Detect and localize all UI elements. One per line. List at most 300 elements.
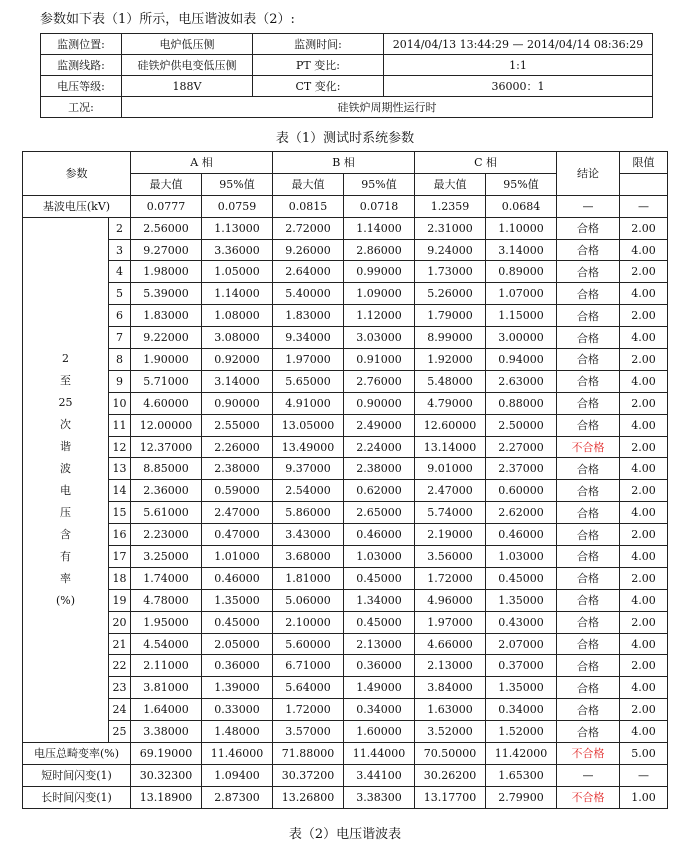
harmonic-row (23, 370, 668, 392)
system-params-table (40, 33, 653, 118)
value-cell: 30.37200 (273, 764, 344, 786)
value-cell: 9.22000 (131, 327, 202, 349)
value-cell: 3.36000 (202, 239, 273, 261)
value-cell: 3.08000 (202, 327, 273, 349)
value-cell: 3.84000 (415, 677, 486, 699)
header-param: 参数 (23, 152, 131, 196)
table1-caption: 表（1）测试时系统参数 (275, 131, 415, 146)
row-label: 短时间闪变(1) (23, 764, 131, 786)
limit-cell: 2.00 (620, 349, 668, 371)
value-cell: 0.34000 (486, 699, 557, 721)
value-cell: 2.05000 (202, 633, 273, 655)
value-cell: 11.46000 (202, 743, 273, 765)
harmonic-row (23, 567, 668, 589)
value-cell: 1.12000 (344, 305, 415, 327)
value-cell: 3.57000 (273, 721, 344, 743)
param-value: 36000：1 (384, 76, 653, 97)
value-cell: 0.47000 (202, 524, 273, 546)
header-max: 最大值 (415, 173, 486, 195)
value-cell: 0.88000 (486, 392, 557, 414)
harmonic-row (23, 392, 668, 414)
value-cell: 0.89000 (486, 261, 557, 283)
value-cell: 0.90000 (202, 392, 273, 414)
limit-cell: 2.00 (620, 524, 668, 546)
value-cell: 2.47000 (202, 502, 273, 524)
value-cell: 1.01000 (202, 546, 273, 568)
limit-cell: 2.00 (620, 217, 668, 239)
group-label-char: 压 (60, 505, 71, 519)
summary-row (23, 764, 668, 786)
conclusion-cell: 合格 (557, 261, 620, 283)
value-cell: 1.64000 (131, 699, 202, 721)
value-cell: 2.07000 (486, 633, 557, 655)
conclusion-cell: 不合格 (557, 743, 620, 765)
limit-cell: 4.00 (620, 633, 668, 655)
conclusion-cell: 不合格 (557, 786, 620, 808)
value-cell: 5.48000 (415, 370, 486, 392)
value-cell: 1.15000 (486, 305, 557, 327)
limit-cell: 4.00 (620, 283, 668, 305)
value-cell: 1.79000 (415, 305, 486, 327)
value-cell: 5.64000 (273, 677, 344, 699)
value-cell: 2.62000 (486, 502, 557, 524)
header-phase: B 相 (273, 152, 415, 174)
value-cell: 3.00000 (486, 327, 557, 349)
conclusion-cell: 合格 (557, 480, 620, 502)
limit-cell: 4.00 (620, 327, 668, 349)
group-label-char: 至 (60, 373, 71, 387)
value-cell: 1.48000 (202, 721, 273, 743)
value-cell: 0.45000 (486, 567, 557, 589)
limit-cell: 4.00 (620, 546, 668, 568)
harmonic-order: 12 (109, 436, 131, 458)
value-cell: 69.19000 (131, 743, 202, 765)
group-label-char: 谐 (60, 439, 71, 453)
limit-cell: 4.00 (620, 458, 668, 480)
conclusion-cell: 合格 (557, 305, 620, 327)
conclusion-cell: 合格 (557, 677, 620, 699)
value-cell: 1.13000 (202, 217, 273, 239)
value-cell: 5.74000 (415, 502, 486, 524)
value-cell: 4.78000 (131, 589, 202, 611)
harmonic-row (23, 655, 668, 677)
conclusion-cell: 合格 (557, 721, 620, 743)
value-cell: 1.65300 (486, 764, 557, 786)
value-cell: 13.26800 (273, 786, 344, 808)
row-label: 长时间闪变(1) (23, 786, 131, 808)
value-cell: 9.01000 (415, 458, 486, 480)
limit-cell: 4.00 (620, 414, 668, 436)
limit-cell: 4.00 (620, 721, 668, 743)
value-cell: 2.64000 (273, 261, 344, 283)
harmonic-row (23, 699, 668, 721)
harmonic-order: 4 (109, 261, 131, 283)
group-label-char: 有 (60, 549, 71, 563)
limit-cell: 2.00 (620, 261, 668, 283)
value-cell: 1.97000 (415, 611, 486, 633)
harmonic-order: 22 (109, 655, 131, 677)
value-cell: 1.90000 (131, 349, 202, 371)
group-label-char: 电 (60, 483, 71, 497)
value-cell: 1.05000 (202, 261, 273, 283)
value-cell: 1.98000 (131, 261, 202, 283)
row-label: 电压总畸变率(%) (23, 743, 131, 765)
value-cell: 5.26000 (415, 283, 486, 305)
value-cell: 5.86000 (273, 502, 344, 524)
value-cell: 5.71000 (131, 370, 202, 392)
harmonic-order: 18 (109, 567, 131, 589)
value-cell: 1.83000 (273, 305, 344, 327)
value-cell: 4.54000 (131, 633, 202, 655)
value-cell: 2.24000 (344, 436, 415, 458)
harmonic-row (23, 261, 668, 283)
value-cell: 1.03000 (486, 546, 557, 568)
value-cell: 13.05000 (273, 414, 344, 436)
value-cell: 1.2359 (415, 195, 486, 217)
value-cell: 9.26000 (273, 239, 344, 261)
value-cell: 4.79000 (415, 392, 486, 414)
value-cell: 1.34000 (344, 589, 415, 611)
value-cell: 1.83000 (131, 305, 202, 327)
harmonic-row (23, 721, 668, 743)
value-cell: 2.10000 (273, 611, 344, 633)
value-cell: 1.72000 (415, 567, 486, 589)
value-cell: 0.62000 (344, 480, 415, 502)
limit-cell: 4.00 (620, 677, 668, 699)
value-cell: 6.71000 (273, 655, 344, 677)
limit-cell: 2.00 (620, 305, 668, 327)
param-value: 2014/04/13 13:44:29 — 2014/04/14 08:36:29 (384, 34, 653, 55)
conclusion-cell: 合格 (557, 283, 620, 305)
group-label-char: 2 (62, 351, 69, 365)
harmonic-order: 14 (109, 480, 131, 502)
conclusion-cell: — (557, 764, 620, 786)
value-cell: 1.52000 (486, 721, 557, 743)
header-p95: 95%值 (486, 173, 557, 195)
harmonic-group-label (23, 217, 109, 742)
value-cell: 2.19000 (415, 524, 486, 546)
value-cell: 5.65000 (273, 370, 344, 392)
value-cell: 2.13000 (415, 655, 486, 677)
header-max: 最大值 (273, 173, 344, 195)
value-cell: 2.72000 (273, 217, 344, 239)
value-cell: 1.95000 (131, 611, 202, 633)
value-cell: 0.0684 (486, 195, 557, 217)
value-cell: 12.00000 (131, 414, 202, 436)
harmonic-row (23, 633, 668, 655)
group-label-char: 次 (60, 417, 71, 431)
value-cell: 1.97000 (273, 349, 344, 371)
value-cell: 0.33000 (202, 699, 273, 721)
header-limit: 限值 (620, 152, 668, 174)
harmonic-order: 16 (109, 524, 131, 546)
harmonic-row (23, 327, 668, 349)
summary-row (23, 786, 668, 808)
value-cell: 2.63000 (486, 370, 557, 392)
limit-cell: 2.00 (620, 611, 668, 633)
param-row (41, 34, 653, 55)
value-cell: 3.38000 (131, 721, 202, 743)
value-cell: 1.39000 (202, 677, 273, 699)
limit-cell: — (620, 195, 668, 217)
value-cell: 2.56000 (131, 217, 202, 239)
param-row (41, 55, 653, 76)
value-cell: 0.45000 (344, 567, 415, 589)
value-cell: 1.14000 (202, 283, 273, 305)
harmonic-row (23, 589, 668, 611)
conclusion-cell: — (557, 195, 620, 217)
value-cell: 2.65000 (344, 502, 415, 524)
value-cell: 12.37000 (131, 436, 202, 458)
conclusion-cell: 合格 (557, 524, 620, 546)
harmonic-order: 17 (109, 546, 131, 568)
header-conclusion: 结论 (557, 152, 620, 196)
value-cell: 0.91000 (344, 349, 415, 371)
param-label: 监测位置: (41, 34, 122, 55)
conclusion-cell: 合格 (557, 589, 620, 611)
header-limit-blank (620, 173, 668, 195)
harmonic-row (23, 283, 668, 305)
value-cell: 2.55000 (202, 414, 273, 436)
harmonic-row (23, 480, 668, 502)
harmonic-order: 23 (109, 677, 131, 699)
harmonic-order: 2 (109, 217, 131, 239)
conclusion-cell: 合格 (557, 458, 620, 480)
param-label: 工况: (41, 97, 122, 118)
value-cell: 1.35000 (486, 677, 557, 699)
value-cell: 0.37000 (486, 655, 557, 677)
limit-cell: 2.00 (620, 392, 668, 414)
value-cell: 4.96000 (415, 589, 486, 611)
value-cell: 3.52000 (415, 721, 486, 743)
conclusion-cell: 合格 (557, 502, 620, 524)
value-cell: 0.34000 (344, 699, 415, 721)
conclusion-cell: 合格 (557, 392, 620, 414)
value-cell: 11.42000 (486, 743, 557, 765)
value-cell: 4.91000 (273, 392, 344, 414)
group-label-char: 25 (58, 395, 73, 409)
value-cell: 1.35000 (486, 589, 557, 611)
limit-cell: 2.00 (620, 436, 668, 458)
limit-cell: 2.00 (620, 567, 668, 589)
value-cell: 0.46000 (486, 524, 557, 546)
limit-cell: 4.00 (620, 239, 668, 261)
harmonic-order: 21 (109, 633, 131, 655)
harmonic-order: 3 (109, 239, 131, 261)
value-cell: 1.07000 (486, 283, 557, 305)
value-cell: 0.46000 (202, 567, 273, 589)
row-label: 基波电压(kV) (23, 195, 131, 217)
harmonic-order: 5 (109, 283, 131, 305)
conclusion-cell: 不合格 (557, 436, 620, 458)
value-cell: 1.08000 (202, 305, 273, 327)
harmonic-table (22, 151, 668, 809)
conclusion-cell: 合格 (557, 349, 620, 371)
harmonic-row (23, 524, 668, 546)
value-cell: 2.36000 (131, 480, 202, 502)
conclusion-cell: 合格 (557, 546, 620, 568)
limit-cell: 5.00 (620, 743, 668, 765)
value-cell: 70.50000 (415, 743, 486, 765)
value-cell: 1.10000 (486, 217, 557, 239)
value-cell: 13.14000 (415, 436, 486, 458)
param-value: 188V (122, 76, 253, 97)
harmonic-row (23, 305, 668, 327)
value-cell: 3.25000 (131, 546, 202, 568)
conclusion-cell: 合格 (557, 217, 620, 239)
value-cell: 2.23000 (131, 524, 202, 546)
value-cell: 1.73000 (415, 261, 486, 283)
value-cell: 0.0718 (344, 195, 415, 217)
limit-cell: 1.00 (620, 786, 668, 808)
harmonic-order: 13 (109, 458, 131, 480)
harmonic-order: 15 (109, 502, 131, 524)
value-cell: 0.92000 (202, 349, 273, 371)
value-cell: 2.38000 (344, 458, 415, 480)
harmonic-order: 24 (109, 699, 131, 721)
value-cell: 5.06000 (273, 589, 344, 611)
value-cell: 3.43000 (273, 524, 344, 546)
value-cell: 1.03000 (344, 546, 415, 568)
limit-cell: 2.00 (620, 699, 668, 721)
value-cell: 0.59000 (202, 480, 273, 502)
intro-text: 参数如下表（1）所示，电压谐波如表（2）: (40, 12, 295, 27)
param-value: 硅铁炉供电变低压侧 (122, 55, 253, 76)
value-cell: 71.88000 (273, 743, 344, 765)
value-cell: 2.38000 (202, 458, 273, 480)
value-cell: 3.44100 (344, 764, 415, 786)
value-cell: 13.18900 (131, 786, 202, 808)
summary-row (23, 743, 668, 765)
value-cell: 2.27000 (486, 436, 557, 458)
value-cell: 3.14000 (486, 239, 557, 261)
value-cell: 2.50000 (486, 414, 557, 436)
param-row (41, 76, 653, 97)
value-cell: 0.36000 (344, 655, 415, 677)
value-cell: 9.34000 (273, 327, 344, 349)
param-label: CT 变化: (253, 76, 384, 97)
group-label-char: 含 (60, 527, 71, 541)
header-p95: 95%值 (202, 173, 273, 195)
value-cell: 1.63000 (415, 699, 486, 721)
harmonic-order: 19 (109, 589, 131, 611)
value-cell: 5.40000 (273, 283, 344, 305)
value-cell: 0.0815 (273, 195, 344, 217)
value-cell: 2.76000 (344, 370, 415, 392)
conclusion-cell: 合格 (557, 567, 620, 589)
limit-cell: — (620, 764, 668, 786)
conclusion-cell: 合格 (557, 327, 620, 349)
value-cell: 5.61000 (131, 502, 202, 524)
param-value: 硅铁炉周期性运行时 (122, 97, 653, 118)
value-cell: 2.49000 (344, 414, 415, 436)
param-label: PT 变比: (253, 55, 384, 76)
conclusion-cell: 合格 (557, 370, 620, 392)
param-value: 1:1 (384, 55, 653, 76)
value-cell: 0.60000 (486, 480, 557, 502)
value-cell: 0.90000 (344, 392, 415, 414)
param-value: 电炉低压侧 (122, 34, 253, 55)
value-cell: 2.87300 (202, 786, 273, 808)
harmonic-order: 7 (109, 327, 131, 349)
harmonic-order: 8 (109, 349, 131, 371)
param-label: 监测时间: (253, 34, 384, 55)
harmonic-row (23, 436, 668, 458)
fundamental-row (23, 195, 668, 217)
harmonic-row (23, 611, 668, 633)
harmonic-row (23, 458, 668, 480)
value-cell: 8.99000 (415, 327, 486, 349)
limit-cell: 4.00 (620, 370, 668, 392)
value-cell: 1.09000 (344, 283, 415, 305)
value-cell: 0.45000 (344, 611, 415, 633)
value-cell: 2.86000 (344, 239, 415, 261)
value-cell: 1.49000 (344, 677, 415, 699)
value-cell: 30.32300 (131, 764, 202, 786)
harmonic-order: 11 (109, 414, 131, 436)
harmonic-order: 10 (109, 392, 131, 414)
conclusion-cell: 合格 (557, 414, 620, 436)
value-cell: 2.31000 (415, 217, 486, 239)
value-cell: 2.13000 (344, 633, 415, 655)
value-cell: 0.99000 (344, 261, 415, 283)
value-cell: 1.92000 (415, 349, 486, 371)
harmonic-order: 25 (109, 721, 131, 743)
value-cell: 12.60000 (415, 414, 486, 436)
value-cell: 3.68000 (273, 546, 344, 568)
harmonic-row (23, 414, 668, 436)
harmonic-order: 9 (109, 370, 131, 392)
limit-cell: 2.00 (620, 480, 668, 502)
value-cell: 1.14000 (344, 217, 415, 239)
value-cell: 13.17700 (415, 786, 486, 808)
conclusion-cell: 合格 (557, 699, 620, 721)
header-phase: A 相 (131, 152, 273, 174)
group-label-char: 波 (60, 461, 71, 475)
value-cell: 4.60000 (131, 392, 202, 414)
value-cell: 1.74000 (131, 567, 202, 589)
limit-cell: 4.00 (620, 589, 668, 611)
value-cell: 9.37000 (273, 458, 344, 480)
value-cell: 3.14000 (202, 370, 273, 392)
value-cell: 1.35000 (202, 589, 273, 611)
conclusion-cell: 合格 (557, 239, 620, 261)
value-cell: 2.54000 (273, 480, 344, 502)
value-cell: 5.39000 (131, 283, 202, 305)
value-cell: 13.49000 (273, 436, 344, 458)
value-cell: 3.81000 (131, 677, 202, 699)
value-cell: 0.45000 (202, 611, 273, 633)
header-max: 最大值 (131, 173, 202, 195)
value-cell: 2.47000 (415, 480, 486, 502)
value-cell: 1.09400 (202, 764, 273, 786)
value-cell: 0.43000 (486, 611, 557, 633)
value-cell: 5.60000 (273, 633, 344, 655)
value-cell: 3.56000 (415, 546, 486, 568)
harmonic-order: 20 (109, 611, 131, 633)
value-cell: 0.36000 (202, 655, 273, 677)
harmonic-row (23, 217, 668, 239)
value-cell: 0.0759 (202, 195, 273, 217)
conclusion-cell: 合格 (557, 611, 620, 633)
conclusion-cell: 合格 (557, 655, 620, 677)
limit-cell: 4.00 (620, 502, 668, 524)
table2-caption: 表（2）电压谐波表 (288, 827, 402, 842)
value-cell: 2.79900 (486, 786, 557, 808)
param-row (41, 97, 653, 118)
value-cell: 0.94000 (486, 349, 557, 371)
limit-cell: 2.00 (620, 655, 668, 677)
